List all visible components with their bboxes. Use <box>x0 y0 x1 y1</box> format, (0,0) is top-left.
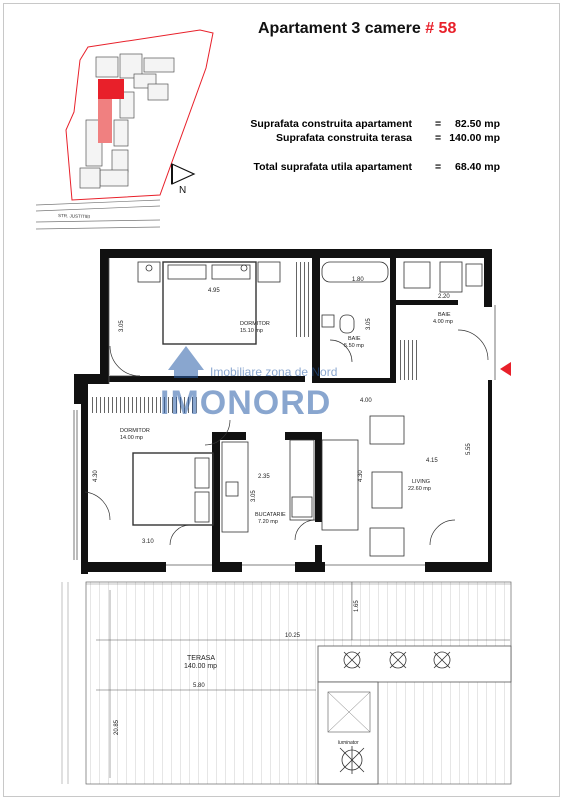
dim-label: 2.20 <box>438 294 450 300</box>
room-living-area: 22.60 mp <box>408 486 431 492</box>
stat-label: Total suprafata utila apartament <box>253 161 412 173</box>
watermark-line1: Imobiliare zona de Nord <box>210 365 338 379</box>
stat-eq: = <box>435 118 442 130</box>
terrace <box>62 582 511 784</box>
dim-label: 4.00 <box>360 398 372 404</box>
dim-label: 4.95 <box>208 288 220 294</box>
dim-label: 10.25 <box>285 633 301 639</box>
dim-label: 20.85 <box>114 719 120 735</box>
dim-label: 5.55 <box>466 443 472 455</box>
apartment-number: # 58 <box>425 20 457 37</box>
room-dormitor1-area: 15.10 mp <box>240 328 263 334</box>
stat-eq: = <box>435 132 442 144</box>
dim-label: 3.10 <box>142 539 154 545</box>
room-dormitor2-area: 14.00 mp <box>120 435 143 441</box>
room-baie2-name: BAIE <box>438 312 451 318</box>
dim-label: 4.30 <box>358 470 364 482</box>
room-living-name: LIVING <box>412 479 431 485</box>
room-bucatarie-area: 7.20 mp <box>258 519 278 525</box>
room-terasa-name: TERASA <box>187 655 216 662</box>
stat-label: Suprafata construita apartament <box>250 118 412 130</box>
north-arrow-icon <box>172 164 194 184</box>
stat-label: Suprafata construita terasa <box>276 132 412 144</box>
unit-highlight <box>98 79 124 99</box>
dim-label: 2.35 <box>258 474 270 480</box>
room-baie1-area: 5.50 mp <box>344 343 364 349</box>
stat-value: 68.40 mp <box>455 161 500 173</box>
dim-label: 1.65 <box>354 600 360 612</box>
dim-label: 4.15 <box>426 458 438 464</box>
closet-hatch <box>293 262 310 337</box>
dim-label: 5.80 <box>193 683 205 689</box>
stat-value: 140.00 mp <box>449 132 500 144</box>
dim-label: 4.30 <box>93 470 99 482</box>
north-label: N <box>179 185 187 196</box>
dim-label: 3.05 <box>366 318 372 330</box>
room-dormitor2-name: DORMITOR <box>120 428 150 434</box>
room-baie1-name: BAIE <box>348 336 361 342</box>
watermark-line2: IMONORD <box>160 384 332 422</box>
room-bucatarie-name: BUCATARIE <box>255 512 286 518</box>
dim-label: 3.05 <box>251 490 257 502</box>
site-plan <box>36 30 213 229</box>
stat-value: 82.50 mp <box>455 118 500 130</box>
street-label: STR. JUSTITIEI <box>57 213 91 220</box>
room-dormitor1-name: DORMITOR <box>240 321 270 327</box>
luminator-label: luminator <box>338 740 359 746</box>
stat-eq: = <box>435 161 442 173</box>
entrance-arrow-icon <box>500 362 511 376</box>
room-baie2-area: 4.00 mp <box>433 319 453 325</box>
watermark-logo <box>160 346 337 422</box>
dim-label: 3.05 <box>119 320 125 332</box>
room-terasa-area: 140.00 mp <box>184 663 218 670</box>
dim-label: 1.80 <box>352 277 364 283</box>
title-text: Apartament 3 camere <box>258 20 421 37</box>
